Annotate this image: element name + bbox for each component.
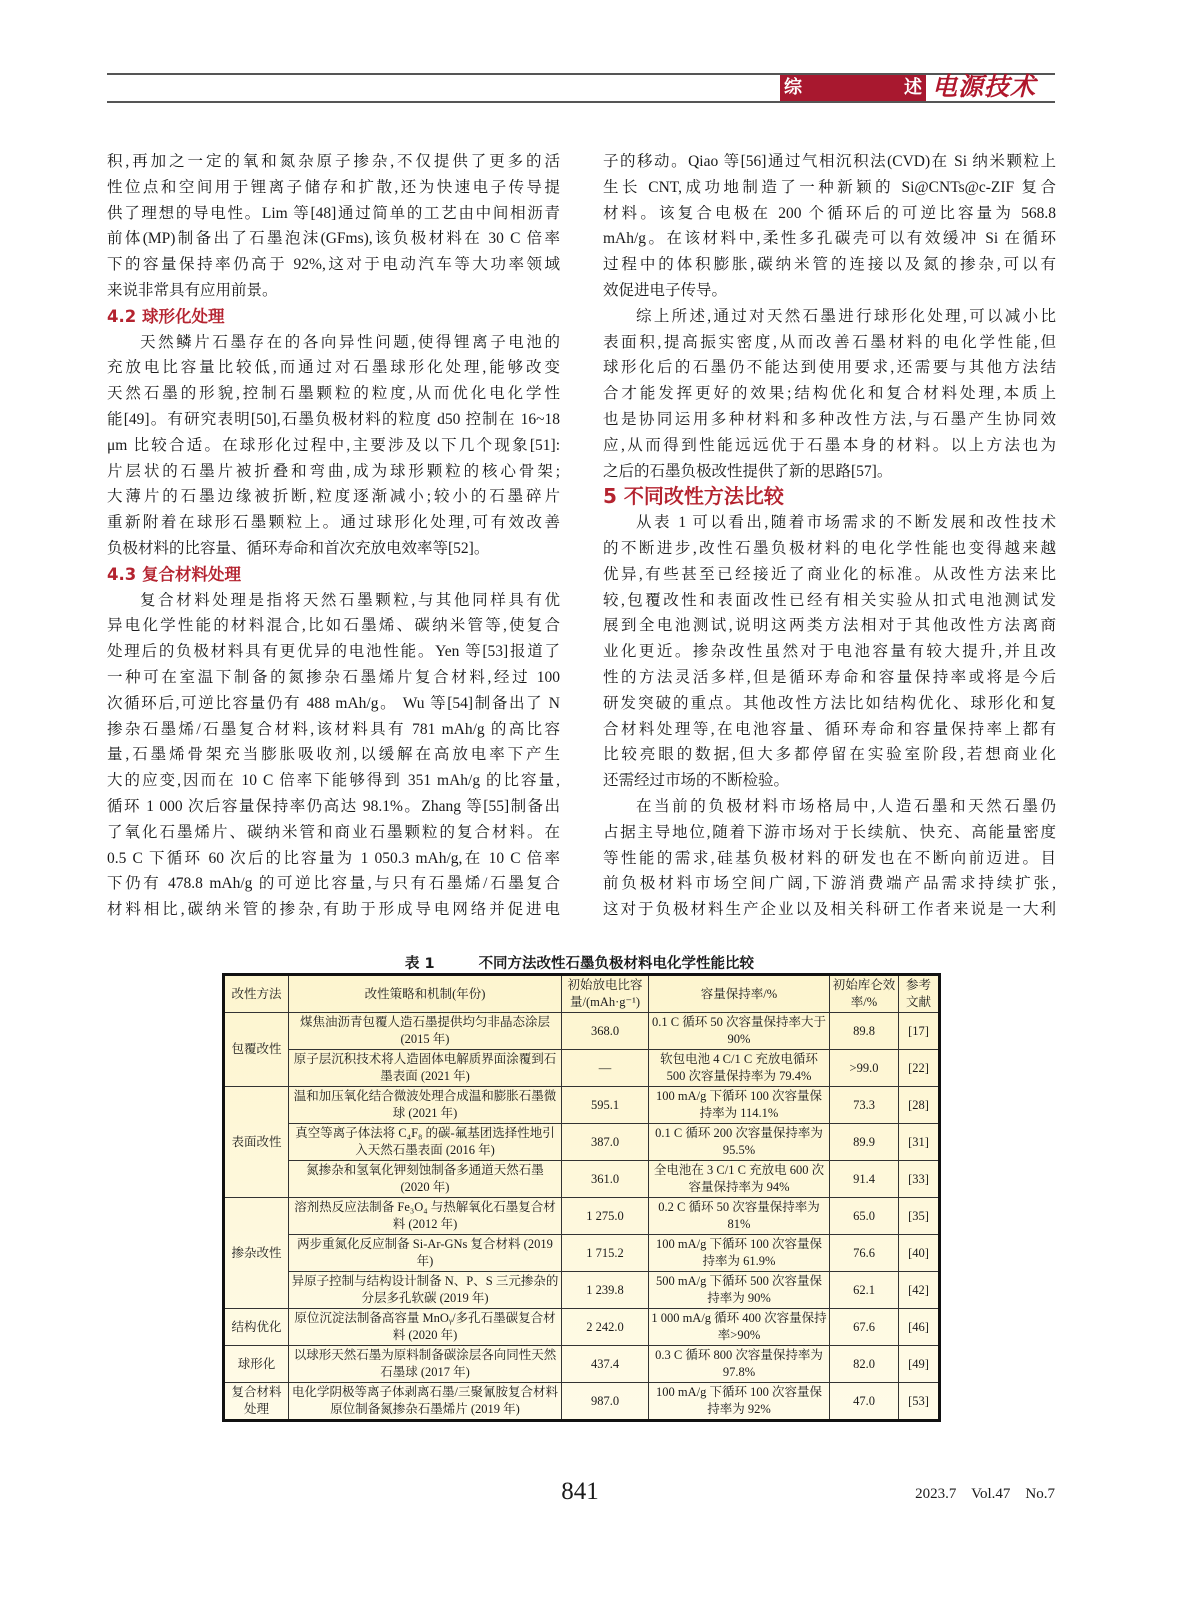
retention-cell: 0.1 C 循环 200 次容量保持率为 95.5% bbox=[649, 1124, 830, 1161]
table-row bbox=[224, 1050, 940, 1087]
ref-cell: [35] bbox=[899, 1198, 940, 1235]
ref-cell: [22] bbox=[899, 1050, 940, 1087]
retention-cell: 0.2 C 循环 50 次容量保持率为 81% bbox=[649, 1198, 830, 1235]
capacity-cell: 987.0 bbox=[562, 1383, 649, 1421]
method-cell: 球形化 bbox=[224, 1346, 289, 1383]
table-title: 不同方法改性石墨负极材料电化学性能比较 bbox=[478, 956, 755, 972]
column-header: 改性方法 bbox=[224, 975, 289, 1013]
text-line: 重新附着在球形石墨颗粒上。通过球形化处理,可有效改善 bbox=[107, 514, 560, 532]
text-line: 能[49]。有研究表明[50],石墨负极材料的粒度 d50 控制在 16~18 bbox=[107, 410, 560, 428]
retention-cell: 0.1 C 循环 50 次容量保持率大于 90% bbox=[649, 1013, 830, 1050]
text-line: 0.5 C 下循环 60 次后的比容量为 1 050.3 mAh/g,在 10 C 倍率 bbox=[107, 849, 560, 867]
right-column bbox=[603, 149, 1056, 923]
ref-cell: [28] bbox=[899, 1087, 940, 1124]
strategy-cell: 两步重氮化反应制备 Si-Ar-GNs 复合材料 (2019 年) bbox=[289, 1235, 562, 1272]
table-row bbox=[224, 1309, 940, 1346]
text-line: 从表 1 可以看出,随着市场需求的不断发展和改性技术 bbox=[636, 514, 1056, 532]
strategy-cell: 真空等离子体法将 C₄F₈ 的碳-氟基团选择性地引入天然石墨表面 (2016 年) bbox=[289, 1124, 562, 1161]
issue-info: 2023.7 Vol.47 No.7 bbox=[915, 1486, 1055, 1502]
text-line: 在当前的负极材料市场格局中,人造石墨和天然石墨仍 bbox=[636, 797, 1056, 815]
text-line: 大的应变,因而在 10 C 倍率下能够得到 351 mAh/g 的比容量, bbox=[107, 772, 560, 790]
text-line: 材料。该复合电极在 200 个循环后的可逆比容量为 568.8 bbox=[603, 204, 1056, 222]
text-line: 充放电比容量比较低,而通过对石墨球形化处理,能够改变 bbox=[107, 359, 560, 377]
ref-cell: [42] bbox=[899, 1272, 940, 1309]
efficiency-cell: 76.6 bbox=[830, 1235, 899, 1272]
text-line: 大薄片的石墨边缘被折断,粒度逐渐减小;较小的石墨碎片 bbox=[107, 488, 560, 506]
strategy-cell: 氮掺杂和氢氧化钾刻蚀制备多通道天然石墨 (2020 年) bbox=[289, 1161, 562, 1198]
header-rule-bottom bbox=[107, 101, 1055, 103]
capacity-cell: — bbox=[562, 1050, 649, 1087]
strategy-cell: 电化学阴极等离子体剥离石墨/三聚氰胺复合材料原位制备氮掺杂石墨烯片 (2019 年) bbox=[289, 1383, 562, 1421]
method-cell: 表面改性 bbox=[224, 1087, 289, 1198]
ref-cell: [53] bbox=[899, 1383, 940, 1421]
column-header: 初始库仑效率/% bbox=[830, 975, 899, 1013]
paragraph bbox=[603, 149, 1056, 304]
efficiency-cell: 82.0 bbox=[830, 1346, 899, 1383]
strategy-cell: 原位沉淀法制备高容量 MnOᵧ/多孔石墨碳复合材料 (2020 年) bbox=[289, 1309, 562, 1346]
text-line: 业化更近。掺杂改性虽然对于电池容量有较大提升,并且改 bbox=[603, 643, 1056, 661]
section-heading: 4.3 复合材料处理 bbox=[107, 564, 241, 584]
section-heading: 4.2 球形化处理 bbox=[107, 306, 225, 326]
journal-logo: 电源技术 bbox=[932, 72, 1037, 101]
text-line: 也是协同运用多种材料和多种改性方法,与石墨产生协同效 bbox=[603, 410, 1056, 428]
capacity-cell: 368.0 bbox=[562, 1013, 649, 1050]
efficiency-cell: 91.4 bbox=[830, 1161, 899, 1198]
table-label: 表 1 bbox=[404, 956, 435, 972]
text-line: 来说非常具有应用前景。 bbox=[107, 281, 278, 299]
text-line: 子的移动。Qiao 等[56]通过气相沉积法(CVD)在 Si 纳米颗粒上 bbox=[603, 153, 1056, 170]
table-row bbox=[224, 1346, 940, 1383]
strategy-cell: 温和加压氧化结合微波处理合成温和膨胀石墨微球 (2021 年) bbox=[289, 1087, 562, 1124]
efficiency-cell: 67.6 bbox=[830, 1309, 899, 1346]
text-line: 供了理想的导电性。Lim 等[48]通过简单的工艺由中间相沥青 bbox=[107, 204, 560, 222]
retention-cell: 100 mA/g 下循环 100 次容量保持率为 61.9% bbox=[649, 1235, 830, 1272]
text-line: 掺杂石墨烯/石墨复合材料,该材料具有 781 mAh/g 的高比容 bbox=[107, 720, 560, 738]
text-line: 球形化后的石墨仍不能达到使用要求,还需要与其他方法结 bbox=[603, 359, 1056, 377]
paragraph bbox=[107, 149, 560, 304]
text-line: 材料相比,碳纳米管的掺杂,有助于形成导电网络并促进电 bbox=[107, 901, 560, 919]
ref-cell: [33] bbox=[899, 1161, 940, 1198]
paragraph bbox=[603, 510, 1056, 794]
table-header-row bbox=[224, 975, 940, 1013]
capacity-cell: 1 239.8 bbox=[562, 1272, 649, 1309]
strategy-cell: 异原子控制与结构设计制备 N、P、S 三元掺杂的分层多孔软碳 (2019 年) bbox=[289, 1272, 562, 1309]
text-line: 了氧化石墨烯片、碳纳米管和商业石墨颗粒的复合材料。在 bbox=[107, 823, 560, 841]
text-line: 复合材料处理是指将天然石墨颗粒,与其他同样具有优 bbox=[140, 591, 560, 609]
table-row bbox=[224, 1161, 940, 1198]
retention-cell: 500 mA/g 下循环 500 次容量保持率为 90% bbox=[649, 1272, 830, 1309]
retention-cell: 全电池在 3 C/1 C 充放电 600 次容量保持率为 94% bbox=[649, 1161, 830, 1198]
text-line: 天然石墨的形貌,控制石墨颗粒的粒度,从而优化电化学性 bbox=[107, 385, 560, 403]
section-heading: 5 不同改性方法比较 bbox=[603, 484, 784, 509]
retention-cell: 0.3 C 循环 800 次容量保持率为 97.8% bbox=[649, 1346, 830, 1383]
text-line: 合材料处理等,在电池容量、循环寿命和容量保持率上都有 bbox=[603, 720, 1056, 738]
capacity-cell: 437.4 bbox=[562, 1346, 649, 1383]
text-line: 较,包覆改性和表面改性已经有相关实验从扣式电池测试发 bbox=[603, 591, 1056, 609]
table-row bbox=[224, 1124, 940, 1161]
ref-cell: [40] bbox=[899, 1235, 940, 1272]
strategy-cell: 溶剂热反应法制备 Fe₃O₄ 与热解氧化石墨复合材料 (2012 年) bbox=[289, 1198, 562, 1235]
text-line: 片层状的石墨片被折叠和弯曲,成为球形颗粒的核心骨架; bbox=[107, 462, 560, 480]
text-line: 表面积,提高振实密度,从而改善石墨材料的电化学性能,但 bbox=[603, 333, 1056, 351]
text-line: 处理后的负极材料具有更优异的电池性能。Yen 等[53]报道了 bbox=[107, 643, 560, 661]
section-label-right: 述 bbox=[904, 77, 922, 98]
table-row bbox=[224, 1383, 940, 1421]
strategy-cell: 以球形天然石墨为原料制备碳涂层各向同性天然石墨球 (2017 年) bbox=[289, 1346, 562, 1383]
text-line: 展到全电池测试,说明这两类方法相对于其他改性方法离商 bbox=[603, 617, 1056, 635]
method-cell: 掺杂改性 bbox=[224, 1198, 289, 1309]
strategy-cell: 原子层沉积技术将人造固体电解质界面涂覆到石墨表面 (2021 年) bbox=[289, 1050, 562, 1087]
efficiency-cell: >99.0 bbox=[830, 1050, 899, 1087]
text-line: 性位点和空间用于锂离子储存和扩散,还为快速电子传导提 bbox=[107, 178, 560, 196]
text-line: 合才能发挥更好的效果;结构优化和复合材料处理,本质上 bbox=[603, 385, 1056, 403]
ref-cell: [31] bbox=[899, 1124, 940, 1161]
page-number: 841 bbox=[561, 1478, 599, 1505]
text-line: 这对于负极材料生产企业以及相关科研工作者来说是一大利 bbox=[603, 901, 1056, 919]
ref-cell: [46] bbox=[899, 1309, 940, 1346]
paragraph bbox=[107, 330, 560, 562]
retention-cell: 1 000 mA/g 循环 400 次容量保持率>90% bbox=[649, 1309, 830, 1346]
text-line: 研发突破的重点。其他改性方法比如结构优化、球形化和复 bbox=[603, 694, 1056, 712]
table-row bbox=[224, 1198, 940, 1235]
table-row bbox=[224, 1272, 940, 1309]
table-row bbox=[224, 1013, 940, 1050]
table-row bbox=[224, 1087, 940, 1124]
text-line: 积,再加之一定的氧和氮杂原子掺杂,不仅提供了更多的活 bbox=[107, 153, 560, 170]
efficiency-cell: 62.1 bbox=[830, 1272, 899, 1309]
text-line: 占据主导地位,随着下游市场对于长续航、快充、高能量密度 bbox=[603, 823, 1056, 841]
efficiency-cell: 47.0 bbox=[830, 1383, 899, 1421]
text-line: 优异,有些甚至已经接近了商业化的标准。从改性方法来比 bbox=[603, 565, 1056, 583]
efficiency-cell: 89.9 bbox=[830, 1124, 899, 1161]
text-line: 综上所述,通过对天然石墨进行球形化处理,可以减小比 bbox=[636, 307, 1056, 325]
efficiency-cell: 65.0 bbox=[830, 1198, 899, 1235]
text-line: mAh/g。在该材料中,柔性多孔碳壳可以有效缓冲 Si 在循环 bbox=[603, 230, 1056, 248]
capacity-cell: 2 242.0 bbox=[562, 1309, 649, 1346]
text-line: 应,从而得到性能远远优于石墨本身的材料。以上方法也为 bbox=[603, 436, 1056, 454]
text-line: 下的容量保持率仍高于 92%,这对于电动汽车等大功率领域 bbox=[107, 256, 560, 274]
column-header: 参考文献 bbox=[899, 975, 940, 1013]
text-line: 天然鳞片石墨存在的各向异性问题,使得锂离子电池的 bbox=[140, 333, 560, 351]
text-line: 一种可在室温下制备的氮掺杂石墨烯片复合材料,经过 100 bbox=[107, 668, 560, 686]
retention-cell: 100 mA/g 下循环 100 次容量保持率为 114.1% bbox=[649, 1087, 830, 1124]
text-line: 性的方法灵活多样,但是循环寿命和容量保持率或将是今后 bbox=[603, 668, 1056, 686]
text-line: 前负极材料市场空间广阔,下游消费端产品需求持续扩张, bbox=[603, 875, 1056, 893]
text-line: 的不断进步,改性石墨负极材料的电化学性能也变得越来越 bbox=[603, 539, 1056, 557]
text-line: 次循环后,可逆比容量仍有 488 mAh/g。 Wu 等[54]制备出了 N bbox=[107, 694, 560, 712]
table-row bbox=[224, 1235, 940, 1272]
text-line: 等性能的需求,硅基负极材料的研发也在不断向前迈进。目 bbox=[603, 849, 1056, 867]
capacity-cell: 361.0 bbox=[562, 1161, 649, 1198]
text-line: 负极材料的比容量、循环寿命和首次充放电效率等[52]。 bbox=[107, 539, 490, 557]
text-line: 效促进电子传导。 bbox=[603, 281, 728, 299]
section-label-box bbox=[780, 75, 926, 101]
text-line: 之后的石墨负极改性提供了新的思路[57]。 bbox=[603, 462, 893, 480]
text-line: 过程中的体积膨胀,碳纳米管的连接以及氮的掺杂,可以有 bbox=[603, 256, 1056, 274]
efficiency-cell: 73.3 bbox=[830, 1087, 899, 1124]
method-cell: 结构优化 bbox=[224, 1309, 289, 1346]
column-header: 改性策略和机制(年份) bbox=[289, 975, 562, 1013]
ref-cell: [17] bbox=[899, 1013, 940, 1050]
column-header: 容量保持率/% bbox=[649, 975, 830, 1013]
text-line: 循环 1 000 次后容量保持率仍高达 98.1%。Zhang 等[55]制备出 bbox=[107, 797, 560, 815]
text-line: 量,石墨烯骨架充当膨胀吸收剂,以缓解在高放电率下产生 bbox=[107, 746, 560, 764]
paragraph bbox=[107, 588, 560, 923]
left-column bbox=[107, 149, 560, 923]
paragraph bbox=[603, 304, 1056, 485]
text-line: 生长 CNT,成功地制造了一种新颖的 Si@CNTs@c-ZIF 复合 bbox=[603, 178, 1056, 196]
table-caption bbox=[222, 952, 937, 973]
text-line: 下仍有 478.8 mAh/g 的可逆比容量,与只有石墨烯/石墨复合 bbox=[107, 875, 560, 893]
section-label-left: 综 bbox=[784, 77, 802, 98]
text-line: 异电化学性能的材料混合,比如石墨烯、碳纳米管等,使复合 bbox=[107, 617, 560, 635]
method-cell: 复合材料处理 bbox=[224, 1383, 289, 1421]
capacity-cell: 387.0 bbox=[562, 1124, 649, 1161]
ref-cell: [49] bbox=[899, 1346, 940, 1383]
text-line: 还需经过市场的不断检验。 bbox=[603, 772, 790, 790]
efficiency-cell: 89.8 bbox=[830, 1013, 899, 1050]
capacity-cell: 595.1 bbox=[562, 1087, 649, 1124]
paragraph bbox=[603, 794, 1056, 923]
method-cell: 包覆改性 bbox=[224, 1013, 289, 1087]
capacity-cell: 1 275.0 bbox=[562, 1198, 649, 1235]
text-line: 前体(MP)制备出了石墨泡沫(GFms),该负极材料在 30 C 倍率 bbox=[107, 230, 560, 248]
comparison-table bbox=[222, 973, 941, 1422]
capacity-cell: 1 715.2 bbox=[562, 1235, 649, 1272]
retention-cell: 软包电池 4 C/1 C 充放电循环 500 次容量保持率为 79.4% bbox=[649, 1050, 830, 1087]
text-line: 比较亮眼的数据,但大多都停留在实验室阶段,若想商业化 bbox=[603, 746, 1056, 764]
column-header: 初始放电比容量/(mAh·g⁻¹) bbox=[562, 975, 649, 1013]
strategy-cell: 煤焦油沥青包覆人造石墨提供均匀非晶态涂层 (2015 年) bbox=[289, 1013, 562, 1050]
retention-cell: 100 mA/g 下循环 100 次容量保持率为 92% bbox=[649, 1383, 830, 1421]
text-line: μm 比较合适。在球形化过程中,主要涉及以下几个现象[51]: bbox=[107, 436, 560, 454]
